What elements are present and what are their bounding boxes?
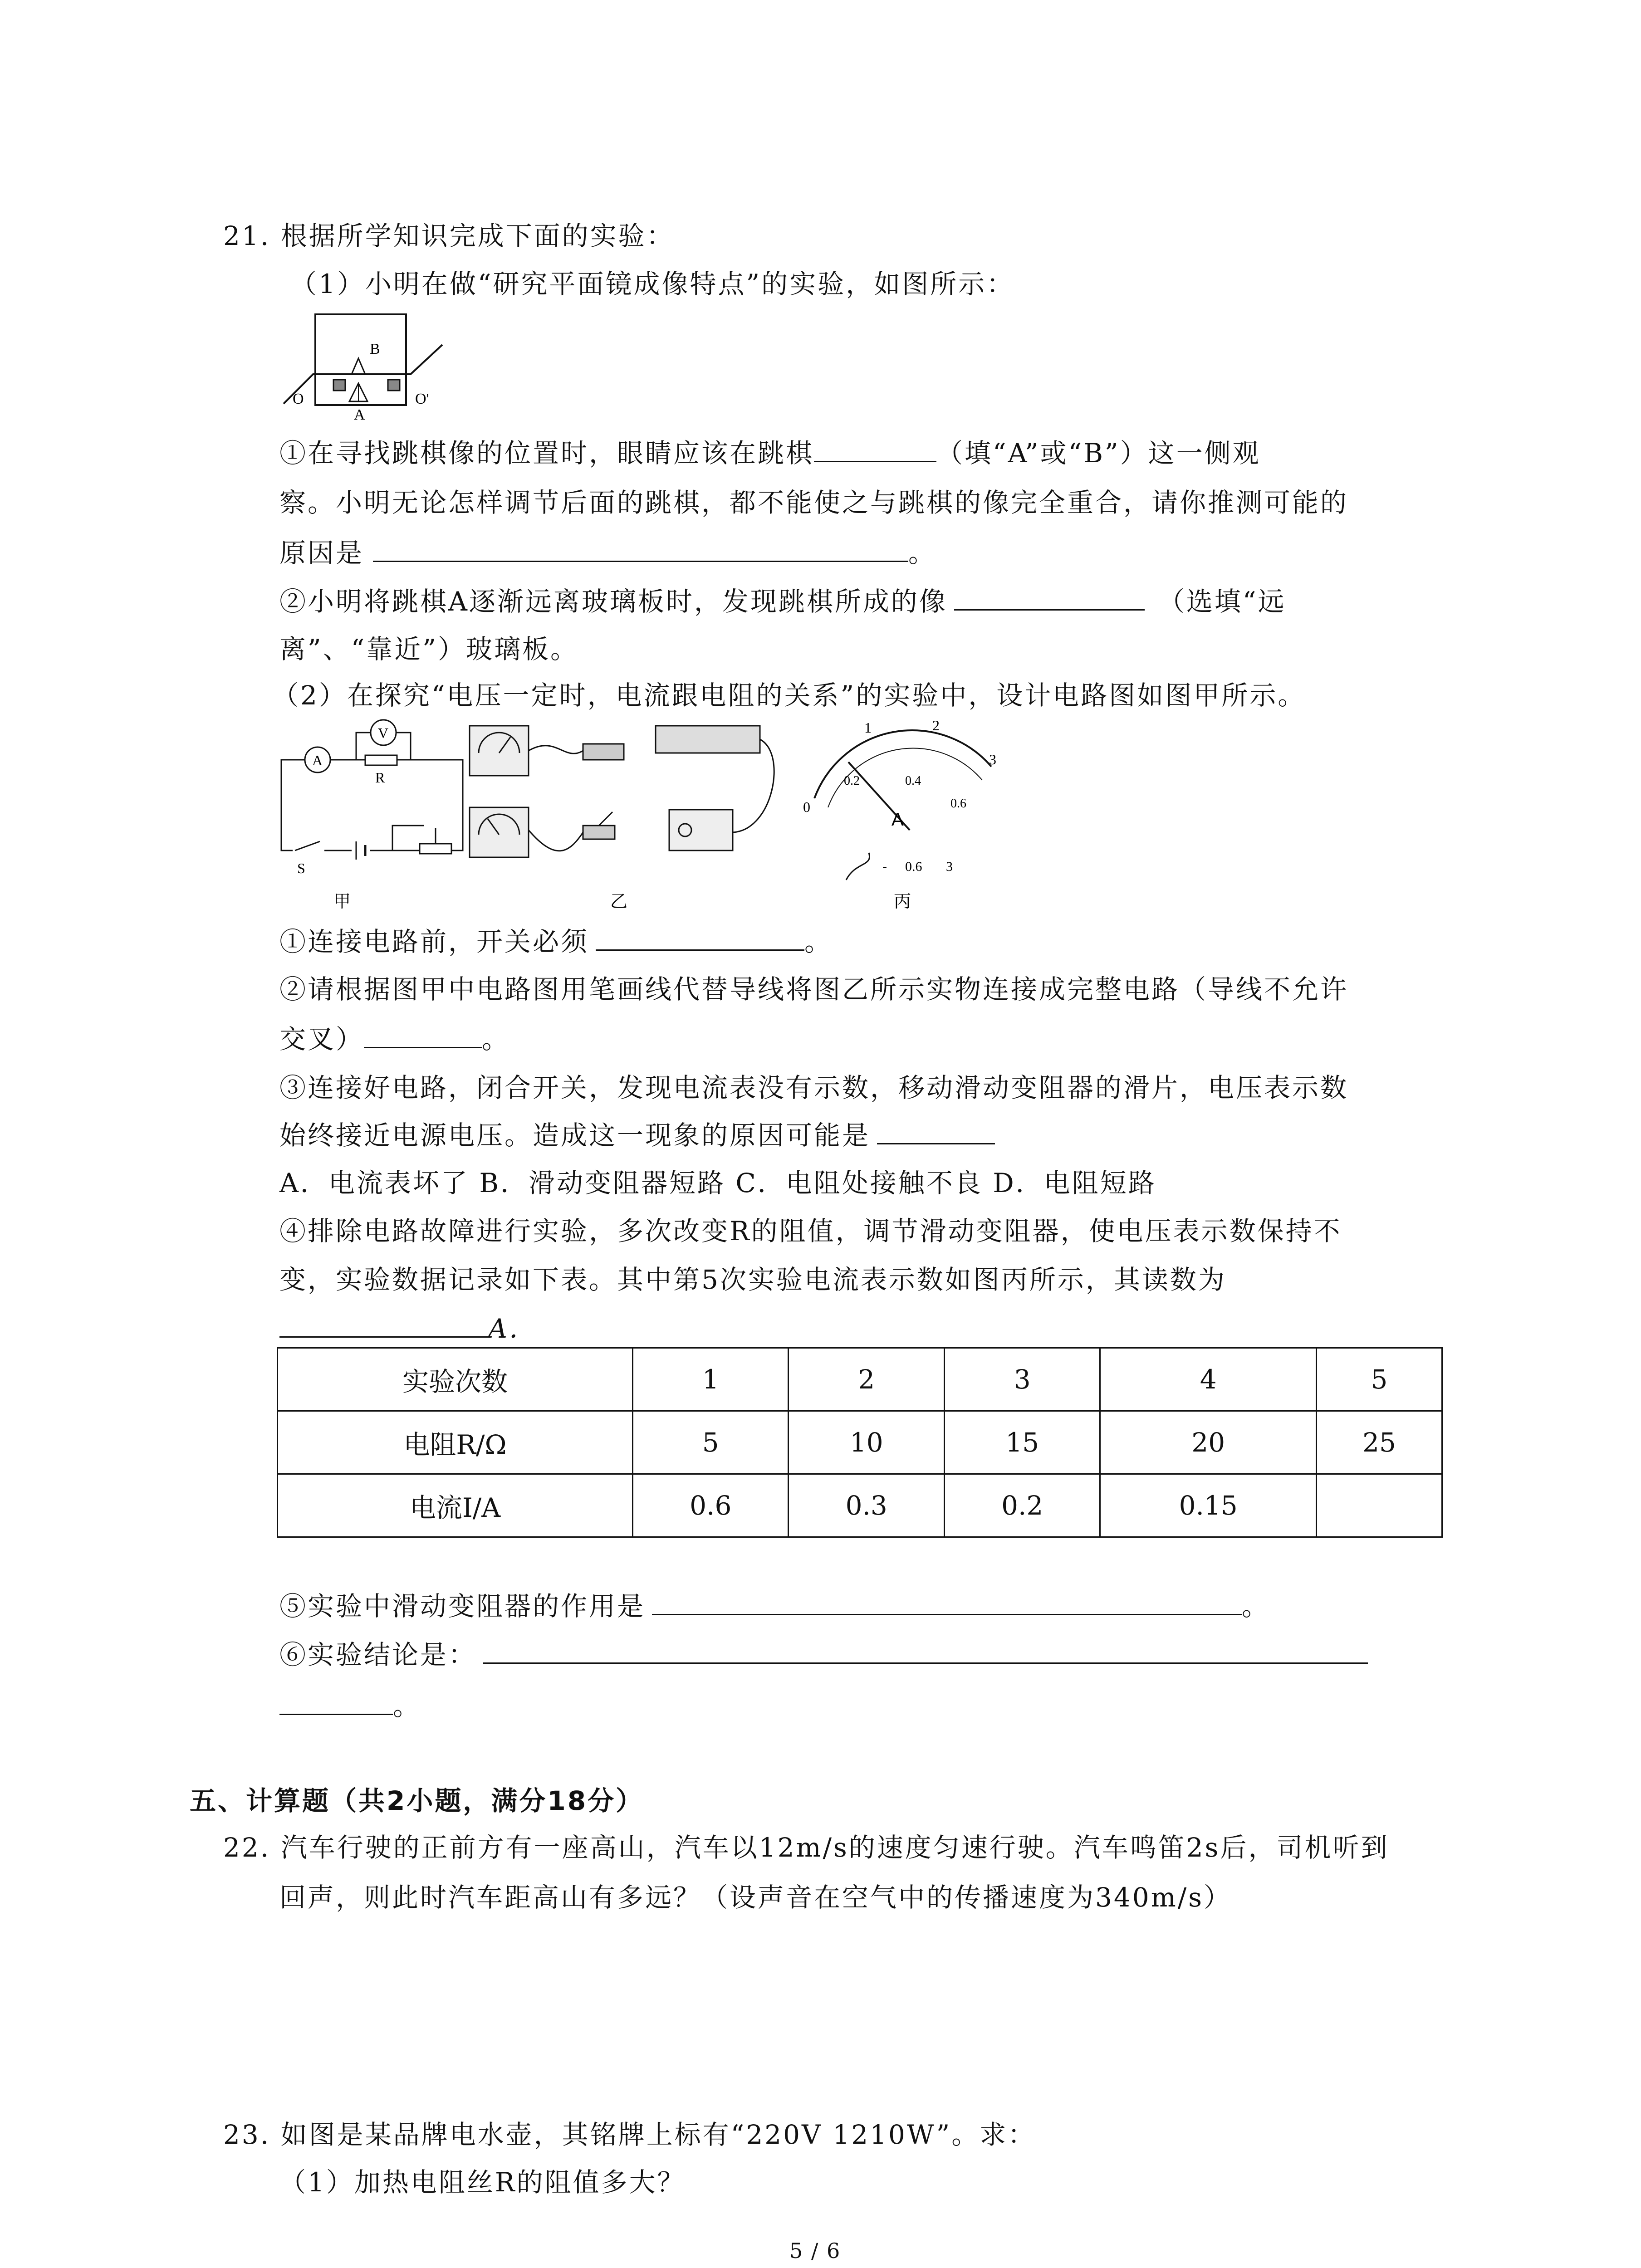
svg-text:S: S	[297, 860, 305, 876]
svg-text:0: 0	[803, 799, 810, 815]
fig1-label-o2: O'	[415, 391, 429, 407]
answer-blank[interactable]	[954, 586, 1145, 611]
svg-text:0.4: 0.4	[905, 774, 921, 788]
svg-text:V: V	[378, 725, 389, 741]
q21-2-4-line2: 变，实验数据记录如下表。其中第5次实验电流表示数如图丙所示，其读数为	[279, 1264, 1226, 1295]
svg-text:A: A	[312, 752, 323, 768]
svg-text:3: 3	[989, 751, 996, 767]
svg-text:0.2: 0.2	[844, 774, 860, 788]
table-cell: 15	[944, 1411, 1100, 1474]
svg-text:R: R	[375, 769, 385, 786]
svg-text:A: A	[892, 810, 904, 830]
q22-line2: 回声，则此时汽车距高山有多远？（设声音在空气中的传播速度为340m/s）	[279, 1882, 1232, 1913]
q21-part2-intro: （2）在探究“电压一定时，电流跟电阻的关系”的实验中，设计电路图如图甲所示。	[272, 680, 1306, 711]
table-row	[278, 1348, 1442, 1411]
q21-2-5: ⑤实验中滑动变阻器的作用是 。	[279, 1591, 1270, 1622]
svg-text:-: -	[882, 859, 887, 874]
plane-mirror-figure	[279, 311, 451, 422]
table-cell: 5	[633, 1411, 789, 1474]
q21-2-6-line2: 。	[279, 1690, 421, 1722]
experiment-data-table	[277, 1347, 1443, 1538]
table-cell: 2	[789, 1348, 944, 1411]
q21-2-3-line1: ③连接好电路，闭合开关，发现电流表没有示数，移动滑动变阻器的滑片，电压表示数	[279, 1072, 1349, 1103]
q21-1-1-line3: 原因是 。	[279, 538, 937, 568]
table-cell: 25	[1316, 1411, 1442, 1474]
svg-text:2: 2	[932, 717, 940, 733]
q21-2-3-options: A．电流表坏了 B．滑动变阻器短路 C．电阻处接触不良 D．电阻短路	[279, 1168, 1156, 1198]
q21-2-3-line2: 始终接近电源电压。造成这一现象的原因可能是	[279, 1119, 995, 1152]
q21-2-4-line3: A．	[279, 1312, 537, 1345]
table-row-label: 电流I/A	[278, 1474, 633, 1537]
table-cell: 0.15	[1100, 1474, 1317, 1537]
q21-title: 21. 根据所学知识完成下面的实验：	[223, 220, 675, 251]
table-cell: 0.2	[944, 1474, 1100, 1537]
q21-2-2-line2: 交叉） 。	[279, 1024, 510, 1055]
q21-1-1-line2: 察。小明无论怎样调节后面的跳棋，都不能使之与跳棋的像完全重合，请你推测可能的	[279, 487, 1349, 518]
page-number: 5 / 6	[789, 2239, 841, 2263]
q21-1-2-line2: 离”、“靠近”）玻璃板。	[279, 634, 578, 665]
answer-blank[interactable]	[373, 537, 908, 562]
table-cell: 5	[1316, 1348, 1442, 1411]
circuit-diagram-jia	[281, 720, 463, 911]
svg-text:乙: 乙	[610, 891, 628, 911]
table-row	[278, 1474, 1442, 1537]
q21-part1-intro: （1）小明在做“研究平面镜成像特点”的实验，如图所示：	[290, 269, 1015, 299]
table-cell[interactable]	[1316, 1474, 1442, 1537]
q21-1-1-line1: ①在寻找跳棋像的位置时，眼睛应该在跳棋 （填“A”或“B”）这一侧观	[279, 438, 1261, 469]
q21-2-2-line1: ②请根据图甲中电路图用笔画线代替导线将图乙所示实物连接成完整电路（导线不允许	[279, 974, 1349, 1005]
answer-blank[interactable]	[483, 1639, 1368, 1664]
q23-line1: 23. 如图是某品牌电水壶，其铭牌上标有“220V 1210W”。求：	[223, 2119, 1036, 2150]
section-heading: 五、计算题（共2小题，满分18分）	[190, 1785, 644, 1816]
table-cell: 0.3	[789, 1474, 944, 1537]
q21-2-1: ①连接电路前，开关必须 。	[279, 926, 833, 957]
svg-text:0.6: 0.6	[905, 859, 922, 874]
table-cell: 3	[944, 1348, 1100, 1411]
table-cell: 0.6	[633, 1474, 789, 1537]
q21-2-4-line1: ④排除电路故障进行实验，多次改变R的阻值，调节滑动变阻器，使电压表示数保持不	[279, 1216, 1342, 1246]
fig1-label-o: O	[293, 391, 304, 407]
table-cell: 4	[1100, 1348, 1317, 1411]
table-row-label: 实验次数	[278, 1348, 633, 1411]
answer-blank[interactable]	[364, 1023, 482, 1048]
svg-text:甲: 甲	[333, 891, 351, 911]
circuit-figures	[274, 717, 1264, 916]
q21-1-2-line1: ②小明将跳棋A逐渐远离玻璃板时，发现跳棋所成的像 （选填“远	[279, 586, 1286, 617]
svg-text:丙: 丙	[894, 891, 911, 911]
table-cell: 10	[789, 1411, 944, 1474]
q21-2-6-line1: ⑥实验结论是：	[279, 1638, 1368, 1671]
svg-text:0.6: 0.6	[950, 797, 966, 811]
ammeter-dial-bing	[803, 717, 996, 911]
answer-blank[interactable]	[814, 437, 936, 462]
q22-line1: 22. 汽车行驶的正前方有一座高山，汽车以12m/s的速度匀速行驶。汽车鸣笛2s后，司机听到	[223, 1832, 1389, 1863]
fig1-label-b: B	[370, 341, 380, 357]
table-row	[278, 1411, 1442, 1474]
svg-text:1: 1	[864, 719, 872, 736]
answer-blank[interactable]	[652, 1590, 1242, 1615]
answer-blank[interactable]	[279, 1313, 488, 1338]
table-cell: 1	[633, 1348, 789, 1411]
answer-blank[interactable]	[596, 926, 804, 951]
circuit-apparatus-yi	[470, 726, 774, 911]
answer-blank[interactable]	[279, 1690, 393, 1715]
fig1-label-a: A	[354, 406, 365, 422]
svg-text:3: 3	[946, 859, 953, 874]
table-row-label: 电阻R/Ω	[278, 1411, 633, 1474]
answer-blank[interactable]	[877, 1119, 995, 1144]
q23-line2: （1）加热电阻丝R的阻值多大？	[279, 2167, 686, 2198]
table-cell: 20	[1100, 1411, 1317, 1474]
